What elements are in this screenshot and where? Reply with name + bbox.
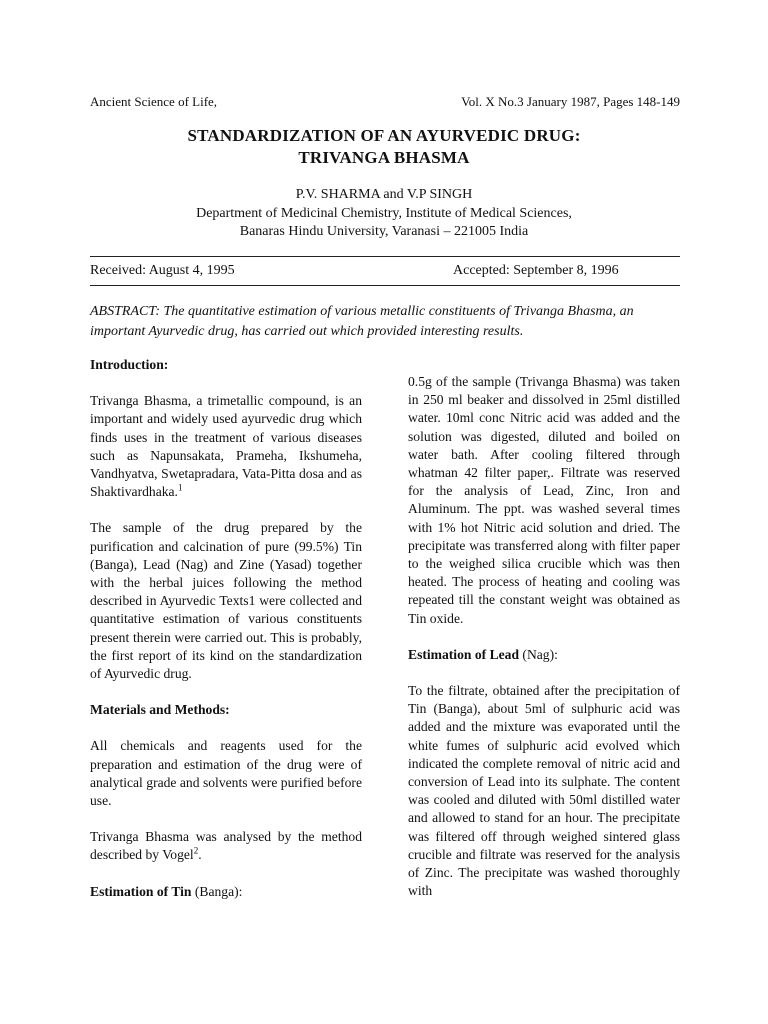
footnote-ref-1: 1 xyxy=(177,482,183,493)
paper-title-line2: TRIVANGA BHASMA xyxy=(298,148,470,167)
affiliation-line2: Banaras Hindu University, Varanasi – 221005 India xyxy=(239,224,529,239)
tin-estimation-heading xyxy=(90,883,362,901)
lead-heading-plain: (Nag): xyxy=(519,646,558,662)
lead-estimation-paragraph: To the filtrate, obtained after the precipitation of Tin (Banga), about 5ml of sulphuric acid was added and the mixture was evaporated until the white fumes of sulphuric acid evolved which indicated the complete removal of nitric acid and conversion of Lead into its sulphate. The content was cooled and diluted with 50ml distilled water and allowed to stand for an hour. The precipitate was filtered off through weighed sintered glass crucible and filtrate was reserved for the analysis of Zinc. The precipitate was washed thoroughly with xyxy=(408,683,680,899)
tin-estimation-paragraph: 0.5g of the sample (Trivanga Bhasma) was taken in 250 ml beaker and dissolved in 25ml distilled water. 10ml conc Nitric acid was added and the solution was digested, diluted and boiled on water bath. After cooling filtered through whatman 42 filter paper,. Filtrate was reserved for the analysis of Lead, Zinc, Iron and Aluminum. The ppt. was washed several times with 1% hot Nitric acid solution and dried. The precipitate was transferred along with filter paper to the weighed silica crucible which was then heated. The process of heating and cooling was repeated till the constant weight was obtained as Tin oxide. xyxy=(408,374,680,626)
introduction-paragraph-1 xyxy=(90,392,362,501)
lead-estimation-heading xyxy=(408,646,680,664)
methods-paragraph-2-text: Trivanga Bhasma was analysed by the method described by Vogel xyxy=(90,829,362,863)
journal-name: Ancient Science of Life, xyxy=(90,94,218,109)
paper-title-line1: STANDARDIZATION OF AN AYURVEDIC DRUG: xyxy=(187,126,581,145)
tin-heading-plain: (Banga): xyxy=(191,883,243,899)
received-date: Received: August 4, 1995 xyxy=(90,263,235,278)
right-column xyxy=(408,373,680,918)
abstract: ABSTRACT: The quantitative estimation of various metallic constituents of Trivanga Bhasma, an important Ayurvedic drug, has carried out which provided interesting results. xyxy=(90,304,634,339)
affiliation-line1: Department of Medicinal Chemistry, Institute of Medical Sciences, xyxy=(196,206,572,221)
top-rule xyxy=(90,256,680,257)
materials-methods-heading: Materials and Methods: xyxy=(90,702,230,718)
methods-paragraph-1: All chemicals and reagents used for the preparation and estimation of the drug were of analytical grade and solvents were purified before use. xyxy=(90,738,362,809)
methods-paragraph-2-end: . xyxy=(198,847,202,863)
tin-heading-bold: Estimation of Tin xyxy=(90,883,192,899)
bottom-rule xyxy=(90,285,680,286)
introduction-paragraph-1-text: Trivanga Bhasma, a trimetallic compound, is an important and widely used ayurvedic drug which finds uses in the treatment of various diseases such as Napunsakata, Prameha, Ikshumeha, Vandhyatva, Swetapradara, Vata-Pitta dosa and as Shaktivardhaka. xyxy=(90,393,362,500)
introduction-heading: Introduction: xyxy=(90,357,169,372)
volume-info: Vol. X No.3 January 1987, Pages 148-149 xyxy=(461,94,680,109)
footnote-ref-2: 2 xyxy=(193,845,199,856)
accepted-date: Accepted: September 8, 1996 xyxy=(453,263,619,278)
lead-heading-bold: Estimation of Lead xyxy=(408,646,520,662)
authors: P.V. SHARMA and V.P SINGH xyxy=(295,187,473,202)
left-column xyxy=(90,356,362,919)
methods-paragraph-2 xyxy=(90,828,362,864)
introduction-paragraph-2: The sample of the drug prepared by the purification and calcination of pure (99.5%) Tin (Banga), Lead (Nag) and Zine (Yasad) together with the herbal juices following the method described in Ayurvedic Texts1 were collected and quantitative estimation of various constituents present therein were carried out. This is probably, the first report of its kind on the standardization of Ayurvedic drug. xyxy=(90,520,362,682)
